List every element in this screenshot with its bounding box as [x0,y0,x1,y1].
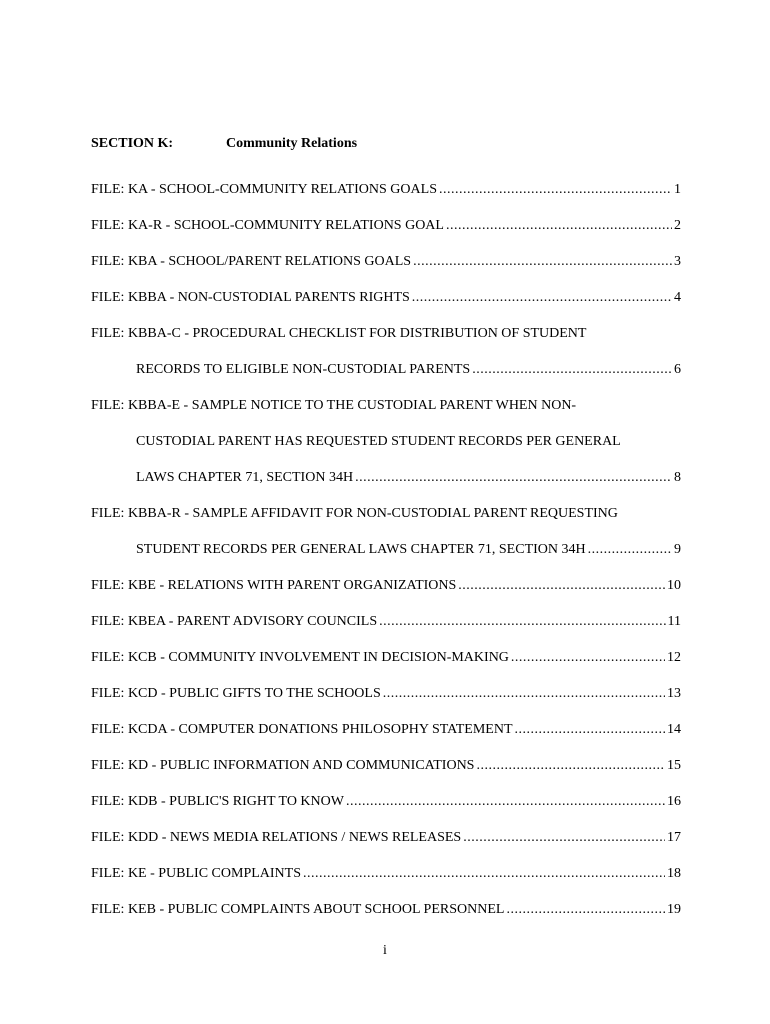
toc-entry-text: FILE: KBBA-R - SAMPLE AFFIDAVIT FOR NON-CUSTODIAL PARENT REQUESTING [91,506,618,521]
toc-page-number: 1 [674,182,681,197]
toc-page-number: 15 [667,758,681,773]
toc-entry-text: FILE: KBEA - PARENT ADVISORY COUNCILS [91,614,378,629]
toc-page-number: 4 [674,290,681,305]
dot-leader [303,865,665,883]
dot-leader [463,829,665,847]
toc-entry[interactable] [91,433,681,469]
dot-leader [355,469,672,487]
toc-entry[interactable] [91,865,681,901]
toc-entry[interactable] [91,757,681,793]
toc-entry[interactable] [91,253,681,289]
dot-leader [412,289,672,307]
toc-entry-text: FILE: KA-R - SCHOOL-COMMUNITY RELATIONS GOAL [91,218,444,233]
dot-leader [458,577,665,595]
toc-page-number: 11 [667,614,681,629]
dot-leader [379,613,665,631]
dot-leader [446,217,672,235]
toc-page-number: 3 [674,254,681,269]
toc-entry-text: FILE: KCD - PUBLIC GIFTS TO THE SCHOOLS [91,686,381,701]
toc-page-number: 6 [674,362,681,377]
dot-leader [383,685,665,703]
toc-entry-text: FILE: KD - PUBLIC INFORMATION AND COMMUNICATIONS [91,758,475,773]
dot-leader [506,901,665,919]
section-title: Community Relations [226,136,358,151]
toc-entry-text: FILE: KBE - RELATIONS WITH PARENT ORGANIZATIONS [91,578,457,593]
toc-entry[interactable] [91,577,681,613]
toc-page-number: 13 [667,686,681,701]
toc-entry-text: FILE: KEB - PUBLIC COMPLAINTS ABOUT SCHOOL PERSONNEL [91,902,505,917]
toc-entry[interactable] [91,469,681,505]
dot-leader [588,541,672,559]
dot-leader [515,721,666,739]
toc-entry[interactable] [91,685,681,721]
page-number: i [383,943,387,958]
toc-entry-text: FILE: KBBA - NON-CUSTODIAL PARENTS RIGHTS [91,290,410,305]
toc-entry-text: FILE: KCB - COMMUNITY INVOLVEMENT IN DECISION-MAKING [91,650,509,665]
toc-page-number: 17 [667,830,681,845]
toc-page-number: 14 [667,722,681,737]
toc-entry[interactable] [91,361,681,397]
toc-entry-text: CUSTODIAL PARENT HAS REQUESTED STUDENT RECORDS PER GENERAL [136,434,621,449]
toc-entry[interactable] [91,829,681,865]
toc-entry[interactable] [91,325,681,361]
toc-entry[interactable] [91,505,681,541]
toc-entry[interactable] [91,613,681,649]
section-label: SECTION K: [91,136,174,151]
toc-entry-text: STUDENT RECORDS PER GENERAL LAWS CHAPTER 71, SECTION 34H [136,542,586,557]
toc-page-number: 19 [667,902,681,917]
section-heading [91,135,358,153]
dot-leader [346,793,665,811]
toc-entry-text: FILE: KBBA-C - PROCEDURAL CHECKLIST FOR DISTRIBUTION OF STUDENT [91,326,587,341]
toc-page-number: 9 [674,542,681,557]
toc-entry-text: RECORDS TO ELIGIBLE NON-CUSTODIAL PARENTS [136,362,471,377]
dot-leader [413,253,672,271]
dot-leader [472,361,672,379]
dot-leader [439,181,672,199]
toc-entry-text: FILE: KDD - NEWS MEDIA RELATIONS / NEWS RELEASES [91,830,462,845]
table-of-contents [91,181,681,937]
toc-entry[interactable] [91,397,681,433]
toc-entry[interactable] [91,793,681,829]
toc-page-number: 8 [674,470,681,485]
toc-entry-text: FILE: KDB - PUBLIC'S RIGHT TO KNOW [91,794,344,809]
dot-leader [511,649,665,667]
toc-entry[interactable] [91,721,681,757]
toc-page-number: 16 [667,794,681,809]
toc-entry-text: FILE: KBA - SCHOOL/PARENT RELATIONS GOALS [91,254,412,269]
dot-leader [476,757,665,775]
toc-page-number: 18 [667,866,681,881]
toc-entry-text: FILE: KCDA - COMPUTER DONATIONS PHILOSOPHY STATEMENT [91,722,513,737]
toc-page-number: 12 [667,650,681,665]
toc-page-number: 10 [667,578,681,593]
toc-entry[interactable] [91,289,681,325]
toc-entry-text: FILE: KE - PUBLIC COMPLAINTS [91,866,302,881]
toc-entry[interactable] [91,649,681,685]
toc-entry[interactable] [91,181,681,217]
toc-entry-text: LAWS CHAPTER 71, SECTION 34H [136,470,354,485]
toc-entry-text: FILE: KA - SCHOOL-COMMUNITY RELATIONS GOALS [91,182,437,197]
toc-entry[interactable] [91,217,681,253]
toc-page-number: 2 [674,218,681,233]
toc-entry[interactable] [91,901,681,937]
toc-entry[interactable] [91,541,681,577]
toc-entry-text: FILE: KBBA-E - SAMPLE NOTICE TO THE CUSTODIAL PARENT WHEN NON- [91,398,577,413]
